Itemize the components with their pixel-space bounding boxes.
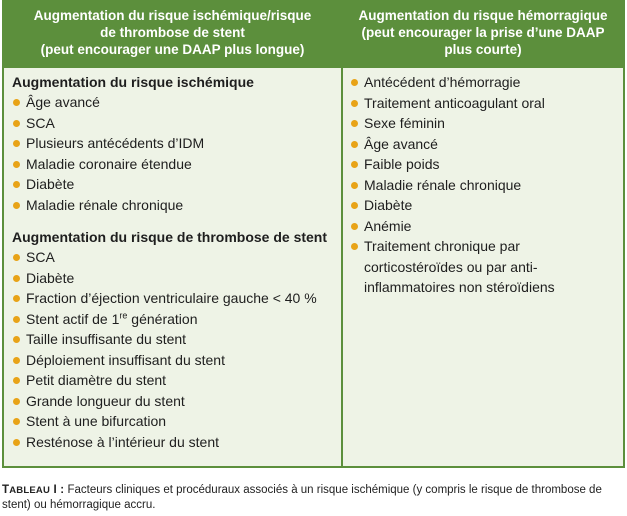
header-ischemic-line-3: (peut encourager une DAAP plus longue) [40,41,305,57]
bullet-icon [351,182,358,189]
bullet-icon [351,79,358,86]
bullet-icon [13,202,20,209]
list-item: Plusieurs antécédents d’IDM [12,133,338,154]
list-item: Maladie rénale chronique [350,175,620,196]
list-item: Stent actif de 1re génération [12,309,338,330]
bullet-icon [351,202,358,209]
ischemic-column [12,72,338,452]
bullet-icon [13,316,20,323]
bullet-icon [13,99,20,106]
hemorrhagic-list [350,72,620,298]
bullet-icon [351,141,358,148]
list-item: Petit diamètre du stent [12,370,338,391]
section-ischemic-title: Augmentation du risque ischémique [12,74,254,90]
list-item: SCA [12,247,338,268]
list-item: Resténose à l’intérieur du stent [12,432,338,453]
bullet-icon [351,100,358,107]
bullet-icon [13,398,20,405]
bullet-icon [13,181,20,188]
bullet-icon [13,439,20,446]
list-item: Grande longueur du stent [12,391,338,412]
list-item: Taille insuffisante du stent [12,329,338,350]
hemorrhagic-column [350,72,620,298]
list-item: Faible poids [350,154,620,175]
section-thrombosis-title: Augmentation du risque de thrombose de stent [12,229,328,245]
bullet-icon [351,243,358,250]
list-item: Âge avancé [12,92,338,113]
header-ischemic-line-1: Augmentation du risque ischémique/risque [33,7,312,23]
bullet-icon [13,357,20,364]
header-hemorrhagic-line-1: Augmentation du risque hémorragique [358,7,608,23]
ischemic-list [12,92,338,215]
bullet-icon [13,275,20,282]
header-hemorrhagic-line-3: plus courte) [444,41,522,57]
caption-text: Facteurs cliniques et procéduraux associés à un risque ischémique (y compris le risque de thrombose de stent) ou hémorragique accru. [2,484,602,511]
list-item: Déploiement insuffisant du stent [12,350,338,371]
risk-factors-table [2,0,625,468]
bullet-icon [351,161,358,168]
header-hemorrhagic [343,2,623,62]
bullet-icon [13,120,20,127]
header-hemorrhagic-line-2: (peut encourager la prise d’une DAAP [361,24,605,40]
list-item: Diabète [12,268,338,289]
list-item: Diabète [12,174,338,195]
table-caption [2,483,625,513]
list-item: Sexe féminin [350,113,620,134]
bullet-icon [13,377,20,384]
bullet-icon [13,418,20,425]
list-item: Traitement anticoagulant oral [350,93,620,114]
column-divider [341,2,343,466]
list-item: Antécédent d’hémorragie [350,72,620,93]
list-item: Anémie [350,216,620,237]
caption-label: TABLEAU I : [2,484,65,496]
list-item: SCA [12,113,338,134]
bullet-icon [351,223,358,230]
bullet-icon [13,140,20,147]
bullet-icon [13,336,20,343]
list-item: Maladie rénale chronique [12,195,338,216]
header-ischemic [4,2,341,62]
list-item: Stent à une bifurcation [12,411,338,432]
list-item: Traitement chronique par corticostéroïdes ou par anti-inflammatoires non stéroïdiens [350,236,620,298]
bullet-icon [13,161,20,168]
list-item: Diabète [350,195,620,216]
header-ischemic-line-2: de thrombose de stent [100,24,245,40]
bullet-icon [13,254,20,261]
list-item: Fraction d’éjection ventriculaire gauche < 40 % [12,288,338,309]
thrombosis-list [12,247,338,452]
list-item: Maladie coronaire étendue [12,154,338,175]
bullet-icon [351,120,358,127]
bullet-icon [13,295,20,302]
list-item: Âge avancé [350,134,620,155]
header-divider [4,62,623,68]
